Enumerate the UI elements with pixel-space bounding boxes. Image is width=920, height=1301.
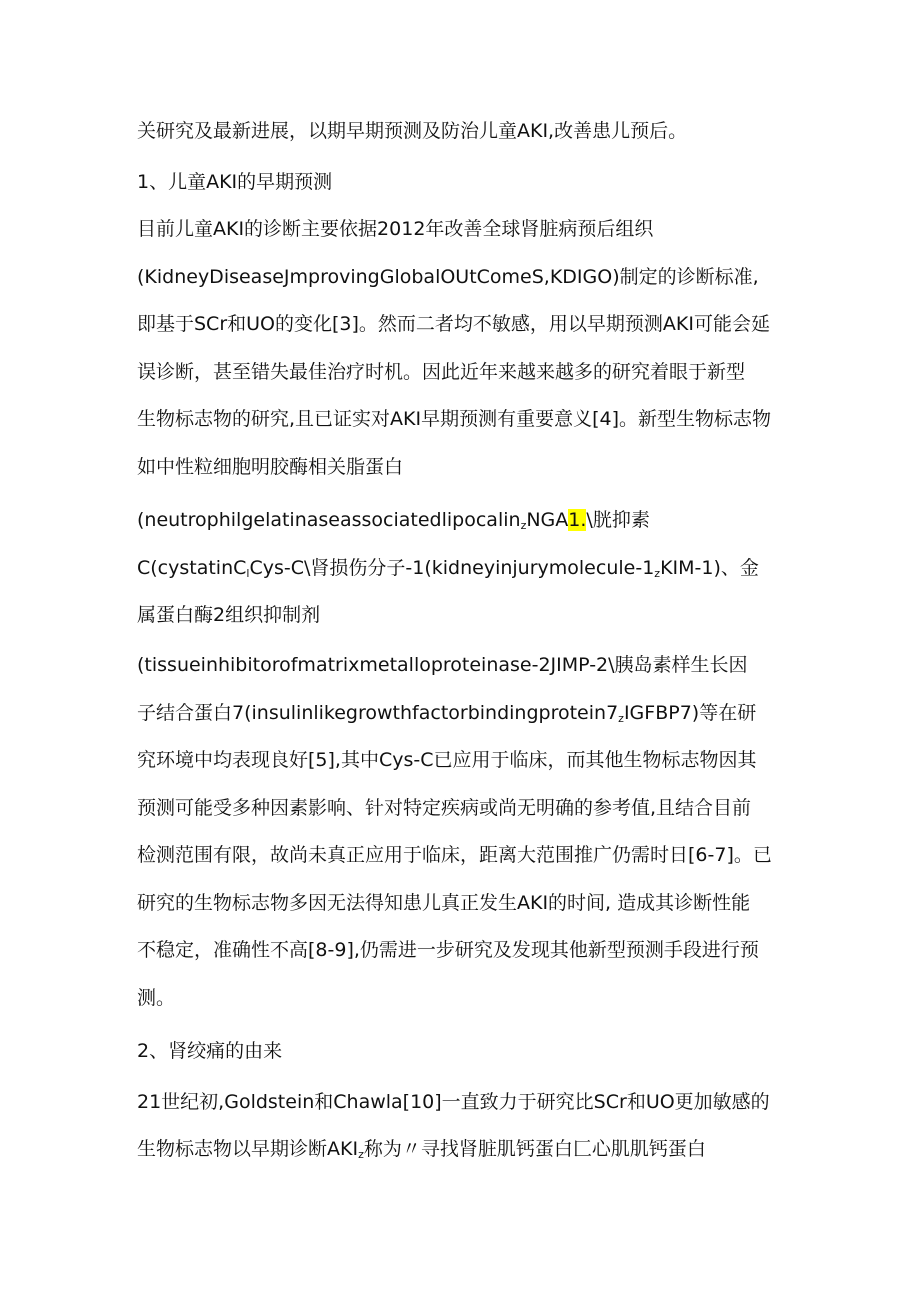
text-line-22 [137,1134,706,1164]
text-segment: 子结合蛋白7(insulinlikegrowthfactorbindingprotein7 [137,702,619,724]
text-line-17: 研究的生物标志物多因无法得知患儿真正发生AKI的时间, 造成其诊断性能 [137,892,751,914]
section-heading-2: 2、肾绞痛的由来 [137,1040,283,1062]
text-line-5: 即基于SCr和UO的变化[3]。然而二者均不敏感，用以早期预测AKI可能会延 [137,313,770,335]
text-line-16: 检测范围有限，故尚未真正应用于临床，距离大范围推广仍需时日[6-7]。已 [137,844,772,866]
text-segment: (neutrophilgelatinaseassociatedlipocalin [137,509,521,531]
text-line-6: 误诊断，甚至错失最佳治疗时机。因此近年来越来越多的研究着眼于新型 [137,361,746,383]
text-subscript: z [358,1148,364,1161]
text-line-12: (tissueinhibitorofmatrixmetalloproteinase-2JIMP-2\胰岛素样生长因 [137,654,748,676]
text-line-21: 21世纪初,Goldstein和Chawla[10]一直致力于研究比SCr和UO更加敏感的 [137,1091,770,1113]
section-heading-1: 1、儿童AKI的早期预测 [137,171,333,193]
text-segment: Cys-C\肾损伤分子-1(kidneyinjurymolecule-1 [249,557,655,579]
text-line-13 [137,698,756,728]
text-subscript: l [246,567,250,580]
text-subscript: z [618,712,624,725]
highlighted-text: 1. [568,509,587,531]
text-segment: KIM-1)、金 [660,557,759,579]
text-line-19: 测。 [137,987,176,1009]
text-segment: C(cystatinC [137,557,247,579]
text-line-14: 究环境中均表现良好[5],其中Cys-C已应用于临床，而其他生物标志物因其 [137,749,757,771]
text-line-7: 生物标志物的研究,且已证实对AKI早期预测有重要意义[4]。新型生物标志物 [137,408,772,430]
text-segment: \胱抑素 [586,509,650,531]
text-subscript: z [520,519,527,532]
text-line-1: 关研究及最新进展，以期早期预测及防治儿童AKI,改善患儿预后。 [137,120,688,142]
text-line-9 [137,505,650,535]
text-line-4: (KidneyDiseaseJmprovingGlobalOUtComeS,KDIGO)制定的诊断标准, [137,266,759,288]
text-line-8: 如中性粒细胞明胶酶相关脂蛋白 [137,456,404,478]
text-segment: IGFBP7)等在研 [623,702,757,724]
text-line-15: 预测可能受多种因素影响、针对特定疾病或尚无明确的参考值,且结合目前 [137,797,752,819]
text-line-18: 不稳定，准确性不高[8-9],仍需进一步研究及发现其他新型预测手段进行预 [137,939,759,961]
text-line-3: 目前儿童AKI的诊断主要依据2012年改善全球肾脏病预后组织 [137,218,654,240]
text-subscript: z [654,567,661,580]
text-segment: NGA [526,509,569,531]
text-segment: 称为〃寻找肾脏肌钙蛋白匚心肌肌钙蛋白 [363,1138,706,1160]
text-line-11: 属蛋白酶2组织抑制剂 [137,604,321,626]
text-segment: 生物标志物以早期诊断AKI [137,1138,359,1160]
text-line-10 [137,553,759,583]
